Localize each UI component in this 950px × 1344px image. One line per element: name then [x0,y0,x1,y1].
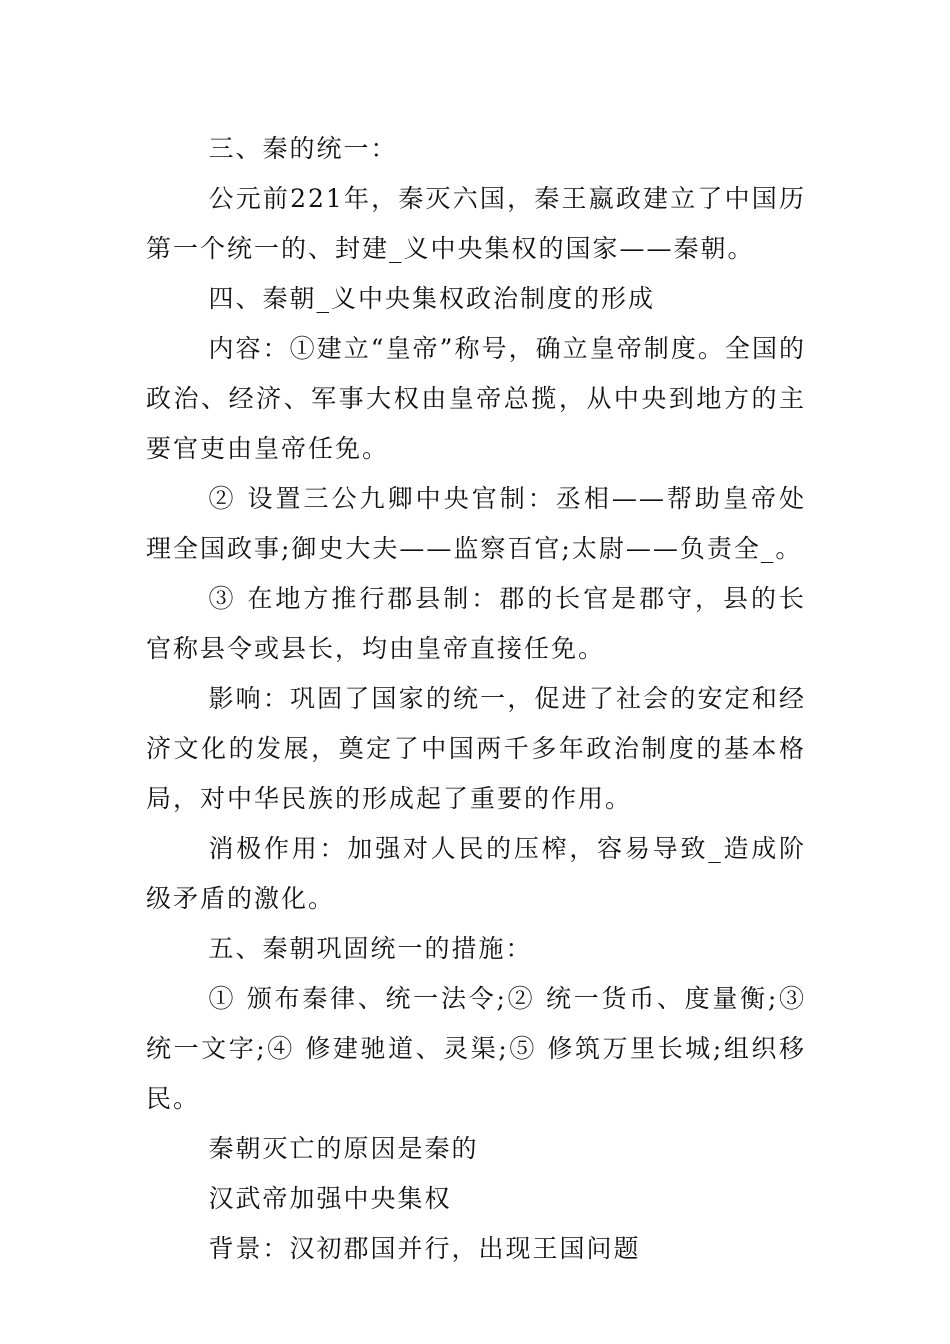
paragraph-background: 背景：汉初郡国并行，出现王国问题 [208,1234,641,1263]
paragraph-measures-list: ① 颁布秦律、统一法令;② 统一货币、度量衡;③ 统一文字;④ 修建驰道、灵渠;⑤ 修筑万里长城;组织移民。 [146,984,806,1113]
paragraph-qin-fall-reason: 秦朝灭亡的原因是秦的 [208,1134,479,1163]
paragraph-commandery-county-system: ③ 在地方推行郡县制：郡的长官是郡守，县的长官称县令或县长，均由皇帝直接任免。 [146,584,806,663]
paragraph-negative-effects: 消极作用：加强对人民的压榨，容易导致_造成阶级矛盾的激化。 [146,834,806,913]
paragraph-qin-founding: 公元前221年，秦灭六国，秦王嬴政建立了中国历第一个统一的、封建_义中央集权的国家——秦朝。 [146,184,806,263]
section-heading-consolidation-measures: 五、秦朝巩固统一的措施： [208,934,533,963]
paragraph-emperor-system: 内容：①建立“皇帝”称号，确立皇帝制度。全国的政治、经济、军事大权由皇帝总揽，从中央到地方的主要官吏由皇帝任免。 [146,334,806,463]
section-heading-centralized-system: 四、秦朝_义中央集权政治制度的形成 [208,284,656,313]
section-heading-han-wudi: 汉武帝加强中央集权 [208,1184,452,1213]
paragraph-influence: 影响：巩固了国家的统一，促进了社会的安定和经济文化的发展，奠定了中国两千多年政治制度的基本格局，对中华民族的形成起了重要的作用。 [146,684,806,813]
section-heading-qin-unification: 三、秦的统一： [208,134,398,163]
paragraph-three-lords-nine-ministers: ② 设置三公九卿中央官制：丞相——帮助皇帝处理全国政事;御史大夫——监察百官;太尉——负责全_。 [146,484,806,563]
document-body [146,124,806,1274]
